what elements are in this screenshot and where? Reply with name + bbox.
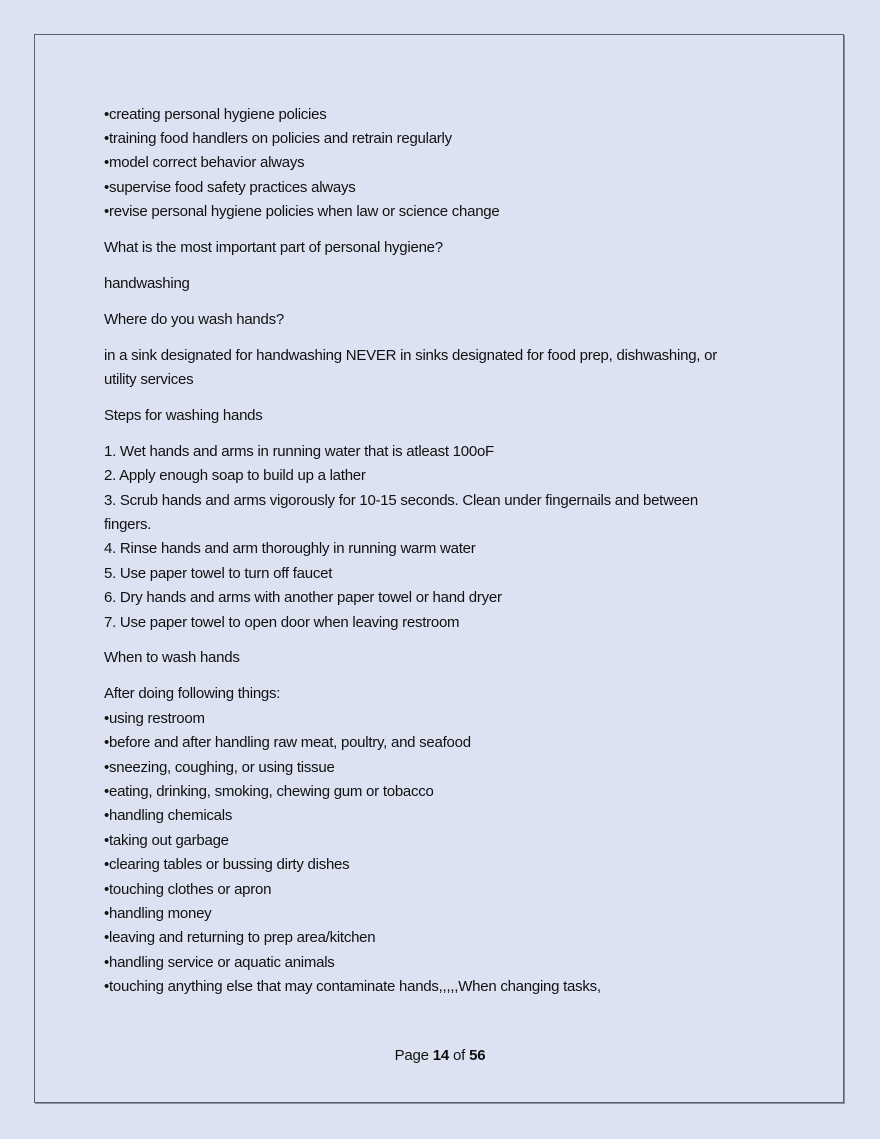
when-bullet: •eating, drinking, smoking, chewing gum or tobacco <box>104 783 434 800</box>
policy-bullet: •creating personal hygiene policies <box>104 106 327 123</box>
total-pages-number: 56 <box>469 1047 486 1064</box>
question-most-important: What is the most important part of personal hygiene? <box>104 239 443 256</box>
step-item: 6. Dry hands and arms with another paper towel or hand dryer <box>104 589 502 606</box>
when-bullet: •handling chemicals <box>104 807 233 824</box>
policy-bullet: •supervise food safety practices always <box>104 179 356 196</box>
step-item: 2. Apply enough soap to build up a lather <box>104 467 366 484</box>
page-footer <box>0 1046 880 1066</box>
answer-where-wash-line2: utility services <box>104 371 194 388</box>
when-bullet: •touching anything else that may contaminate hands,,,,,When changing tasks, <box>104 978 601 995</box>
step-item: 3. Scrub hands and arms vigorously for 10-15 seconds. Clean under fingernails and between <box>104 492 698 509</box>
step-item: 5. Use paper towel to turn off faucet <box>104 565 333 582</box>
question-where-wash: Where do you wash hands? <box>104 311 284 328</box>
policy-bullet: •training food handlers on policies and retrain regularly <box>104 130 452 147</box>
policy-bullet: •model correct behavior always <box>104 154 305 171</box>
when-bullet: •using restroom <box>104 710 205 727</box>
step-item: 1. Wet hands and arms in running water that is atleast 100oF <box>104 443 494 460</box>
step-item: 4. Rinse hands and arm thoroughly in running warm water <box>104 540 476 557</box>
when-bullet: •taking out garbage <box>104 832 229 849</box>
when-bullet: •handling money <box>104 905 212 922</box>
step-item-continuation: fingers. <box>104 516 152 533</box>
when-heading: When to wash hands <box>104 649 240 666</box>
page-word: Page <box>394 1047 429 1064</box>
when-bullet: •touching clothes or apron <box>104 881 272 898</box>
answer-handwashing: handwashing <box>104 275 190 292</box>
when-bullet: •clearing tables or bussing dirty dishes <box>104 856 350 873</box>
answer-where-wash-line1: in a sink designated for handwashing NEVER in sinks designated for food prep, dishwashing, or <box>104 347 717 364</box>
steps-heading: Steps for washing hands <box>104 407 263 424</box>
when-bullet: •handling service or aquatic animals <box>104 954 335 971</box>
of-word: of <box>453 1047 466 1064</box>
after-intro: After doing following things: <box>104 685 281 702</box>
current-page-number: 14 <box>432 1047 450 1064</box>
step-item: 7. Use paper towel to open door when leaving restroom <box>104 614 460 631</box>
policy-bullet: •revise personal hygiene policies when law or science change <box>104 203 500 220</box>
when-bullet: •sneezing, coughing, or using tissue <box>104 759 335 776</box>
when-bullet: •before and after handling raw meat, poultry, and seafood <box>104 734 471 751</box>
when-bullet: •leaving and returning to prep area/kitchen <box>104 929 376 946</box>
